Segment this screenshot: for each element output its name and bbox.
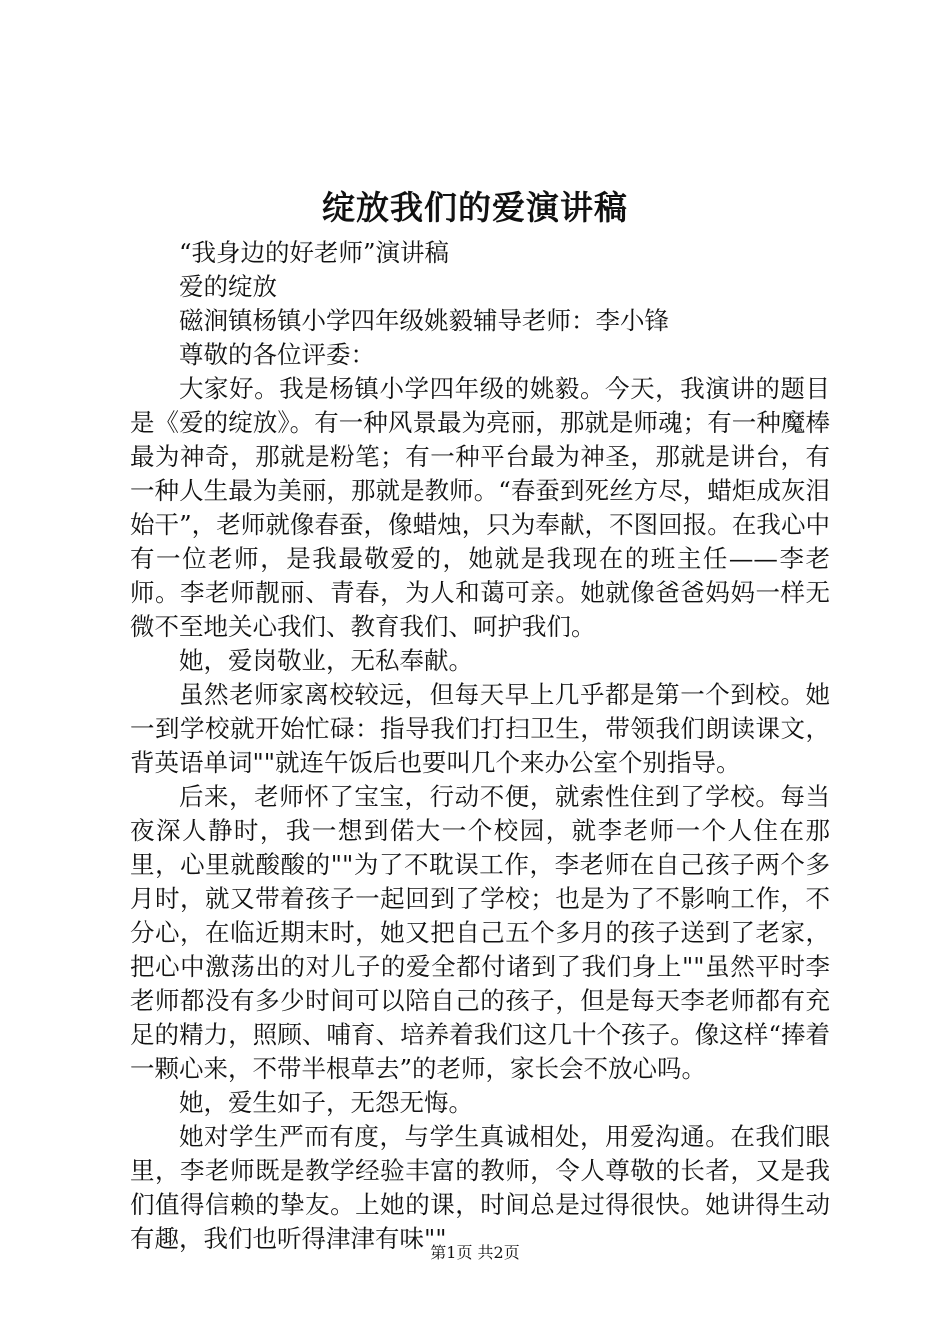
body-paragraph: 虽然老师家离校较远，但每天早上几乎都是第一个到校。她一到学校就开始忙碌：指导我们打扫卫生，带领我们朗读课文，背英语单词""就连午饭后也要叫几个来办公室个别指导。 bbox=[130, 680, 830, 777]
section-heading: 她，爱岗敬业，无私奉献。 bbox=[179, 646, 473, 675]
speaker-line: 磁涧镇杨镇小学四年级姚毅辅导老师：李小锋 bbox=[179, 306, 669, 335]
body-paragraph: 后来，老师怀了宝宝，行动不便，就索性住到了学校。每当夜深人静时，我一想到偌大一个校园，就李老师一个人住在那里，心里就酸酸的""为了不耽误工作，李老师在自己孩子两个多月时，就又带着孩子一起回到了学校；也是为了不影响工作，不分心，在临近期末时，她又把自己五个多月的孩子送到了老家，把心中激荡出的对儿子的爱全都付诸到了我们身上""虽然平时李老师都没有多少时间可以陪自己的孩子，但是每天李老师都有充足的精力，照顾、哺育、培养着我们这几十个孩子。像这样“捧着一颗心来，不带半根草去”的老师，家长会不放心吗。 bbox=[130, 782, 830, 1083]
page-number: 第1页 共2页 bbox=[430, 1243, 520, 1262]
body-paragraph: 大家好。我是杨镇小学四年级的姚毅。今天，我演讲的题目是《爱的绽放》。有一种风景最为亮丽，那就是师魂；有一种魔棒最为神奇，那就是粉笔；有一种平台最为神圣，那就是讲台，有一种人生最为美丽，那就是教师。“春蚕到死丝方尽，蜡炬成灰泪始干”，老师就像春蚕，像蜡烛，只为奉献，不图回报。在我心中有一位老师，是我最敬爱的，她就是我现在的班主任——李老师。李老师靓丽、青春，为人和蔼可亲。她就像爸爸妈妈一样无微不至地关心我们、教育我们、呵护我们。 bbox=[130, 374, 830, 641]
document-title: 绽放我们的爱演讲稿 bbox=[322, 188, 628, 227]
document-body bbox=[130, 236, 830, 1256]
speech-heading: “我身边的好老师”演讲稿 bbox=[179, 238, 450, 267]
body-paragraph: 她对学生严而有度，与学生真诚相处，用爱沟通。在我们眼里，李老师既是教学经验丰富的教师，令人尊敬的长者，又是我们值得信赖的挚友。上她的课，时间总是过得很快。她讲得生动有趣，我们也听得津津有味"" bbox=[130, 1122, 830, 1253]
speech-subtitle: 爱的绽放 bbox=[179, 272, 277, 301]
section-heading: 她，爱生如子，无怨无悔。 bbox=[179, 1088, 473, 1117]
salutation: 尊敬的各位评委： bbox=[179, 340, 375, 369]
